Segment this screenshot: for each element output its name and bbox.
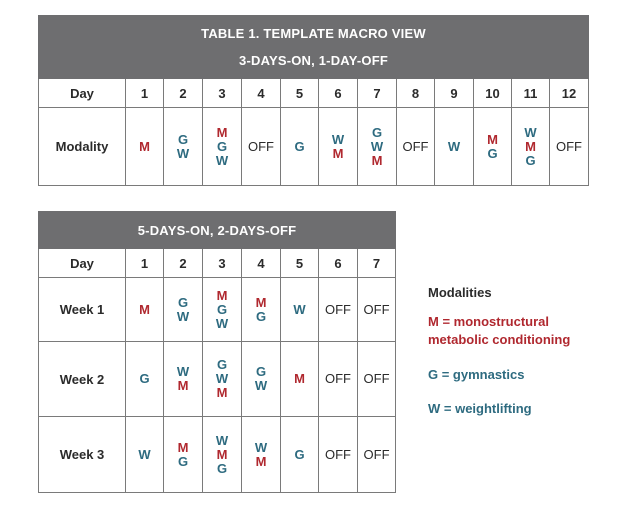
modality-letter: G [294,138,305,154]
modality-letter: M [216,287,228,303]
day-number: 6 [319,249,358,278]
modality-letter: W [370,138,384,154]
modality-letter: W [254,439,268,455]
modality-cell [242,342,281,417]
modality-cell [435,108,474,186]
table1-modality-row [39,108,589,186]
modality-cell [358,342,396,417]
modality-letter: M [216,124,228,140]
modality-cell [203,278,242,342]
modality-cell [164,417,203,493]
modality-letter: G [177,453,189,469]
modality-letter: M [216,385,228,400]
modality-letter: G [216,460,228,476]
modality-cell [281,108,319,186]
row-label-week-3: Week 3 [39,417,126,493]
modality-letter: M [216,446,228,462]
modality-cell [281,342,319,417]
modality-letter: G [525,152,536,168]
modality-cell [319,417,358,493]
modality-letter: M [525,138,536,154]
table1-day-row [39,79,589,108]
day-number: 5 [281,79,319,108]
modality-letter: M [332,145,344,161]
modality-letter: W [524,124,537,140]
modality-cell [203,342,242,417]
modality-cell [358,108,397,186]
day-number: 7 [358,249,396,278]
off-label: OFF [325,446,351,462]
modality-letter: M [139,301,150,317]
day-number: 2 [164,249,203,278]
legend-w: W = weightlifting [428,401,532,416]
day-number: 10 [474,79,512,108]
day-number: 4 [242,249,281,278]
day-number: 8 [397,79,435,108]
day-header: Day [39,249,126,278]
legend-m-line1: M = monostructural [428,314,549,329]
modality-letter: M [177,439,189,455]
legend-g: G = gymnastics [428,367,525,382]
off-label: OFF [402,138,429,154]
modality-cell [164,278,203,342]
off-label: OFF [325,371,351,386]
modality-cell [242,417,281,493]
modality-cell [203,417,242,493]
modality-letter: W [447,138,461,154]
legend-m-line2: metabolic conditioning [428,332,571,347]
modality-letter: G [216,138,228,154]
modality-cell [550,108,589,186]
modality-cell [281,417,319,493]
day-number: 3 [203,249,242,278]
modality-cell [319,108,358,186]
day-number: 11 [512,79,550,108]
table-5-days-on [38,211,396,493]
modality-cell [126,108,164,186]
table2-title: 5-DAYS-ON, 2-DAYS-OFF [39,212,396,249]
day-number: 2 [164,79,203,108]
modality-letter: M [177,378,189,393]
modality-cell [126,417,164,493]
modality-letter: G [255,308,267,324]
week-row [39,278,396,342]
day-header: Day [39,79,126,108]
day-number: 1 [126,249,164,278]
modality-cell [164,342,203,417]
table-3-days-on [38,15,589,186]
modality-letter: G [255,364,267,379]
day-number: 6 [319,79,358,108]
modality-letter: G [371,124,383,140]
modality-letter: G [177,131,189,147]
modality-cell [281,278,319,342]
off-label: OFF [325,301,351,317]
modality-cell [512,108,550,186]
day-number: 5 [281,249,319,278]
row-label-week-2: Week 2 [39,342,126,417]
modality-letter: M [371,152,383,168]
modality-letter: W [176,308,190,324]
week-row [39,417,396,493]
legend-title: Modalities [428,285,492,300]
off-label: OFF [363,371,390,386]
modality-letter: M [255,294,267,310]
modality-letter: W [215,371,229,386]
day-number: 7 [358,79,397,108]
macro-table-2 [38,211,396,493]
day-number: 1 [126,79,164,108]
modality-letter: M [487,131,498,147]
modality-letter: W [293,301,306,317]
modality-cell [126,342,164,417]
modality-letter: W [215,315,229,331]
modality-letter: G [487,145,498,161]
modality-cell [319,278,358,342]
macro-table-1 [38,15,589,186]
modalities-legend [428,285,628,416]
modality-cell [474,108,512,186]
day-number: 9 [435,79,474,108]
off-label: OFF [363,301,390,317]
modality-letter: G [294,446,305,462]
modality-cell [397,108,435,186]
modality-letter: M [255,453,267,469]
modality-cell [358,417,396,493]
table1-header [39,16,589,79]
modality-letter: W [254,378,268,393]
modality-cell [203,108,242,186]
modality-letter: G [177,294,189,310]
modality-cell [164,108,203,186]
table1-subtitle: 3-DAYS-ON, 1-DAY-OFF [239,52,388,68]
week-row [39,342,396,417]
modality-cell [126,278,164,342]
off-label: OFF [363,446,390,462]
modality-cell [242,278,281,342]
row-label-week-1: Week 1 [39,278,126,342]
table1-title: TABLE 1. TEMPLATE MACRO VIEW [201,25,426,41]
modality-letter: W [331,131,345,147]
modality-letter: G [216,301,228,317]
off-label: OFF [556,138,582,154]
modality-letter: W [215,152,229,168]
modality-letter: W [138,446,151,462]
modality-letter: G [216,357,228,372]
day-number: 12 [550,79,589,108]
day-number: 3 [203,79,242,108]
modality-cell [319,342,358,417]
modality-letter: G [139,371,150,386]
modality-letter: M [294,371,305,386]
modality-cell [358,278,396,342]
modality-letter: W [176,145,190,161]
modality-cell [242,108,281,186]
day-number: 4 [242,79,281,108]
modality-letter: W [176,364,190,379]
off-label: OFF [248,138,274,154]
modality-letter: W [215,432,229,448]
table2-day-row [39,249,396,278]
modality-letter: M [139,138,150,154]
row-label-modality: Modality [39,108,126,186]
